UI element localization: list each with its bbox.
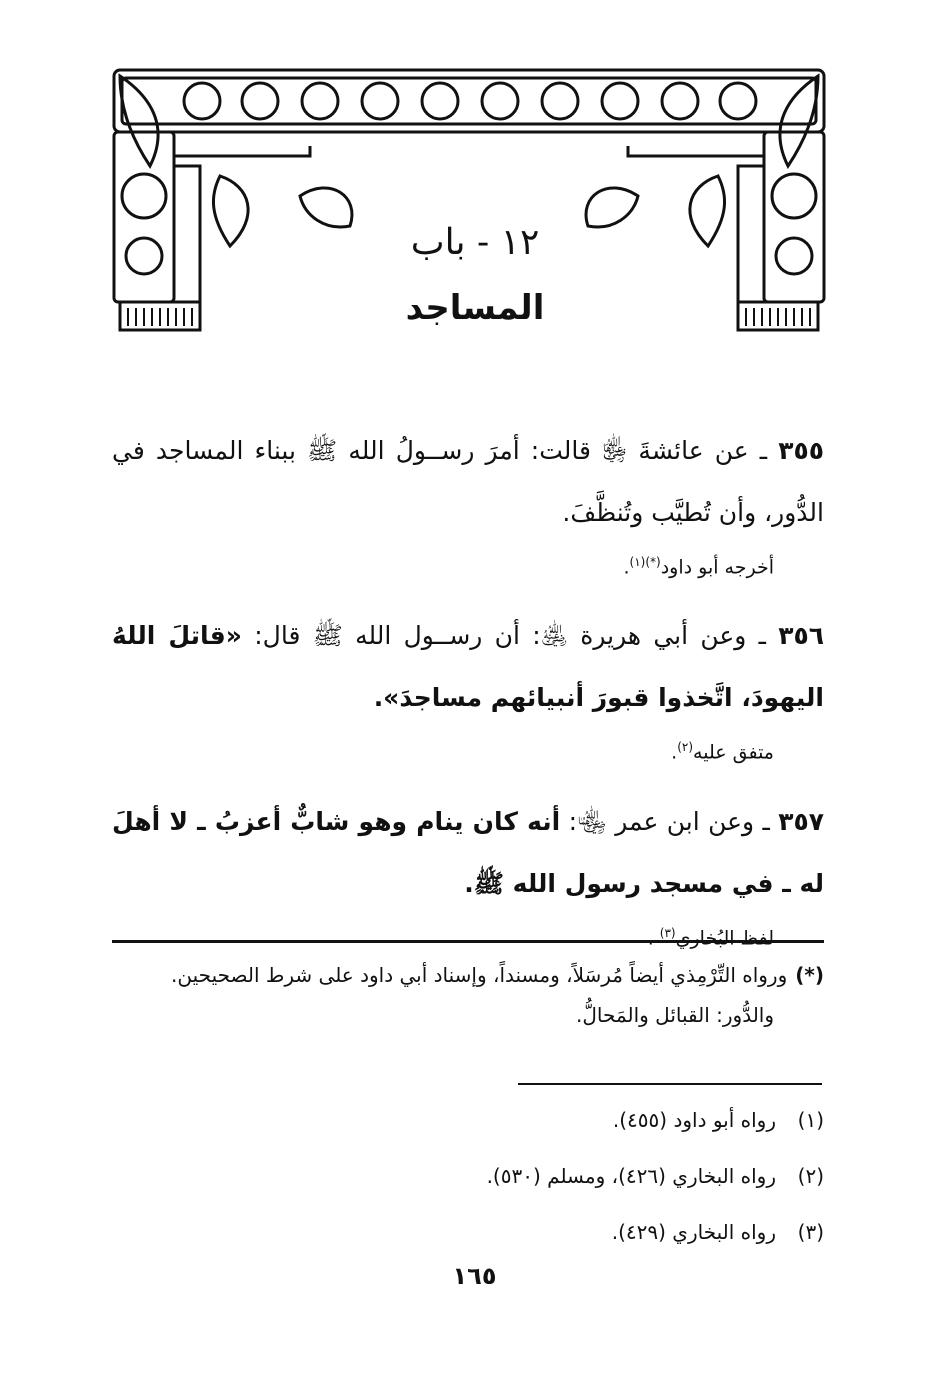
footnote-number: (٢) — [797, 1164, 824, 1188]
hadith-list — [112, 420, 824, 976]
footnote-ref[interactable]: (*)(١) — [629, 555, 661, 569]
footnote-item — [112, 1092, 824, 1148]
note-line — [112, 995, 774, 1035]
hadith-source — [112, 919, 774, 952]
hadith-number: ٣٥٧ — [778, 806, 824, 836]
page-number: ١٦٥ — [452, 1262, 497, 1290]
hadith-entry — [112, 605, 824, 729]
footnote-number: (١) — [797, 1108, 824, 1132]
footnote-text: رواه البخاري (٤٢٦)، ومسلم (٥٣٠). — [486, 1164, 776, 1188]
hadith-text: ـ عن عائشةَ ﵂ قالت: أمرَ رســولُ الله ﷺ ببناء المساجد في الدُّور، وأن تُطيَّب وتُنظَّفَ. — [112, 436, 824, 527]
footnote-list — [112, 1092, 824, 1260]
footnote-text: رواه البخاري (٤٢٩). — [611, 1220, 776, 1244]
source-end: . — [647, 926, 660, 949]
source-text: متفق عليه — [693, 741, 774, 764]
source-end: . — [671, 741, 678, 764]
hadith-quote: أنه كان ينام وهو شابٌّ أعزبُ ـ لا أهلَ له ـ في مسجد رسول الله ﷺ. — [112, 806, 824, 898]
source-text: أخرجه أبو داود — [660, 556, 774, 579]
hadith-entry — [112, 791, 824, 915]
footnote-separator — [518, 1083, 822, 1085]
hadith-quote: «قاتلَ اللهُ اليهودَ، اتَّخذوا قبورَ أنبيائهم مساجدَ». — [112, 621, 824, 713]
hadith-source — [112, 548, 774, 581]
footnote-ref[interactable]: (٣) — [659, 925, 676, 940]
note-text: ورواه التِّرْمِذي أيضاً مُرسَلاً، ومسنداً، وإسناد أبي داود على شرط الصحيحين. — [171, 963, 788, 987]
note-line — [112, 955, 824, 995]
editor-note — [112, 955, 824, 1035]
footnote-item — [112, 1148, 824, 1204]
source-end: . — [623, 556, 630, 579]
footnote-text: رواه أبو داود (٤٥٥). — [612, 1108, 776, 1132]
hadith-number: ٣٥٥ — [778, 436, 824, 465]
note-separator — [112, 940, 824, 943]
hadith-number: ٣٥٦ — [778, 621, 825, 651]
source-text: لفظ البُخاري — [675, 926, 774, 949]
chapter-title: ١٢ - باب — [410, 222, 540, 263]
note-text: والدُّور: القبائل والمَحالُّ. — [576, 1003, 774, 1027]
footnote-number: (٣) — [797, 1220, 824, 1244]
hadith-entry — [112, 420, 824, 544]
hadith-source — [112, 733, 774, 766]
note-marker: (*) — [795, 963, 824, 987]
footnote-ref[interactable]: (٢) — [677, 740, 694, 755]
chapter-name: المساجد — [405, 288, 545, 328]
hadith-text: ـ وعن ابن عمر ﵄: — [560, 806, 779, 836]
footnote-item — [112, 1204, 824, 1260]
hadith-text: ـ وعن أبي هريرة ﵁: أن رســول الله ﷺ قال: — [241, 621, 779, 651]
